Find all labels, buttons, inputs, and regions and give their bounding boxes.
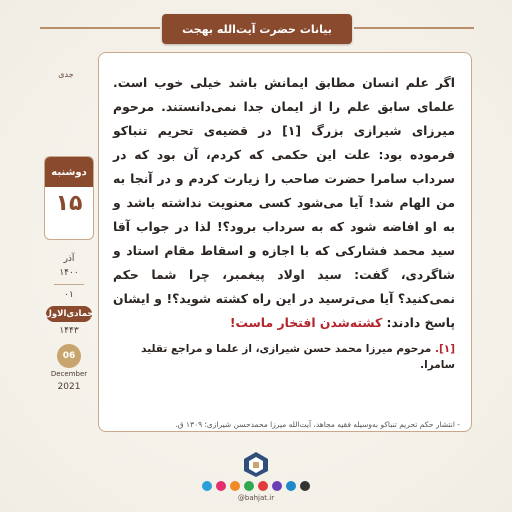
gregorian-month: December	[50, 370, 88, 378]
telegram-icon[interactable]	[202, 481, 212, 491]
solar-month: آذر	[63, 254, 75, 264]
instagram-icon[interactable]	[216, 481, 226, 491]
quote-body: اگر علم انسان مطابق ایمانش باشد خیلی خوب است. علمای سابق علم را از ایمان جدا نمی‌دانستند. مرحوم میرزای شیرازی بزرگ [۱] در قضیه‌ی تحریم تنباکو فرموده بود: علت این حکمی که کردم، آن بود که در سرداب سامرا حضرت صاحب را زیارت کردم و در آنجا به من الهام شد! آیا می‌شود کسی معنویت نداشته باشد و به او افاضه شود که به سرداب برود؟! لذا در جواب آقا سید محمد فشارکی که با اجازه و اسقاط مقام استاد و شاگردی، گفت: سید اولاد پیغمبر، چرا شما حکم نمی‌کنید؟ آیا می‌ترسید در این راه کشته شوید؟! و ایشان پاسخ دادند:	[113, 75, 455, 330]
lunar-month: جمادی‌الاول	[46, 306, 92, 322]
logo-icon	[241, 450, 271, 478]
site-handle: @bahjat.ir	[237, 494, 275, 502]
bale-icon[interactable]	[244, 481, 254, 491]
footnote	[113, 341, 455, 373]
lunar-year: ۱۴۴۳	[59, 326, 79, 336]
date-column	[40, 70, 92, 430]
side-label: جدی	[58, 70, 74, 79]
day-number: ۱۵	[55, 191, 83, 216]
aparat-icon[interactable]	[258, 481, 268, 491]
quote-highlight: کشته‌شدن افتخار ماست!	[229, 315, 383, 330]
lunar-day: ۰۱	[64, 290, 74, 300]
divider	[54, 284, 84, 285]
gregorian-day: 06	[57, 344, 81, 368]
footnote-number: [۱].	[434, 343, 455, 355]
website-icon[interactable]	[300, 481, 310, 491]
day-name: دوشنبه	[45, 157, 93, 187]
footnote-text: مرحوم میرزا محمد حسن شیرازی، از علما و مراجع تقلید سامرا.	[141, 343, 455, 371]
solar-year: ۱۴۰۰	[59, 268, 79, 278]
social-icons	[184, 480, 328, 492]
quote-card	[98, 52, 472, 432]
header-title: بیانات حضرت آیت‌الله بهجت	[182, 22, 332, 36]
soroush-icon[interactable]	[286, 481, 296, 491]
header-ribbon	[162, 14, 352, 44]
day-box	[44, 156, 94, 240]
rubika-icon[interactable]	[272, 481, 282, 491]
eitaa-icon[interactable]	[230, 481, 240, 491]
quote-text	[113, 71, 455, 335]
source-note: - انتشار حکم تحریم تنباکو به‌وسیله فقیه مجاهد، آیت‌الله میرزا محمدحسن شیرازی؛ ۱۳۰۹ ق.	[175, 420, 460, 429]
gregorian-year: 2021	[57, 382, 81, 392]
